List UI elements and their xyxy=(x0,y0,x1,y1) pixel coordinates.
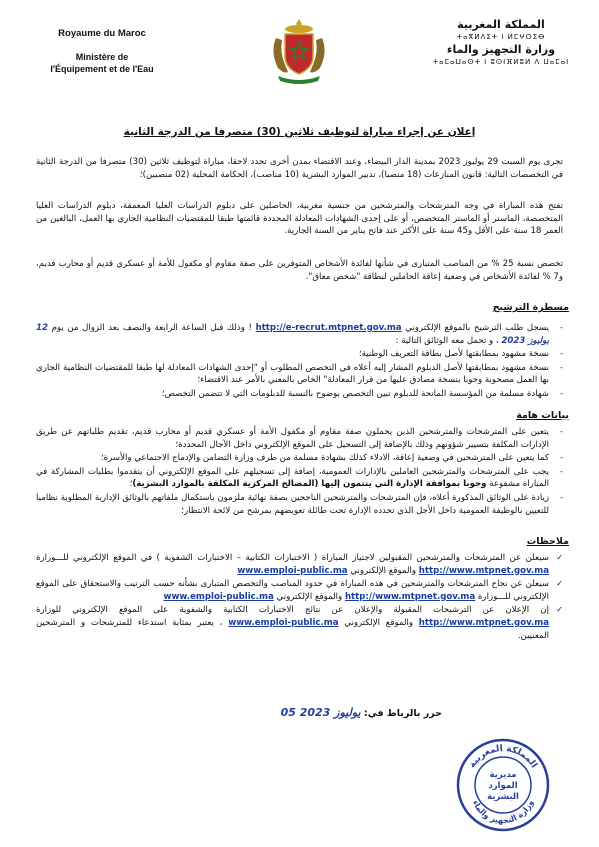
candidacy-list xyxy=(36,322,563,402)
list-item: - نسخة مشهود بمطابقتها لأصل بطاقة التعريف الوطنية؛ xyxy=(358,349,563,360)
list-item: ✓ سيعلن عن نجاح المترشحات والمترشحين في هذه المباراة في حدود المناصب والتخصص المتبارى بشأنه حسب الترتيب والاستحقاق على الموقع الإلكتروني للـــوزارة http://www.mtpnet.gov.ma والموقع الإلكتروني www.emploi-public.ma xyxy=(36,579,563,602)
list-item: - يتعين على المترشحات والمترشحين الذين يحملون صفة مقاوم أو مكفول الأمة أو عسكري قديم أو محارب قديم، تقديم طلباتهم عن طريق الإدارات المكلفة بتسيير شؤونهم وذلك بالإضافة إلى التسجيل على الموقع الإلكتروني داخل الآجال المحددة؛ xyxy=(36,427,563,450)
important-heading: بيانات هامة xyxy=(516,410,569,421)
kingdom-label-fr: Royaume du Maroc xyxy=(58,28,146,39)
emploi-public-link[interactable]: www.emploi-public.ma xyxy=(228,617,339,628)
stamp-bottom-text: وزارة التجهيز والماء xyxy=(470,798,536,826)
ministry-label-tifinagh: ⵜⴰⵎⴰⵡⴰⵙⵜ ⵏ ⵓⵙⵏⴼⵍⵓⵍ ⴷ ⵡⴰⵎⴰⵏ xyxy=(432,58,570,66)
kingdom-label-tifinagh: ⵜⴰⴳⵍⴷⵉⵜ ⵏ ⵍⵎⵖⵔⵉⴱ xyxy=(456,33,546,41)
ministry-site-link[interactable]: http://www.mtpnet.gov.ma xyxy=(344,591,476,602)
candidacy-heading: مسطرة الترشيح xyxy=(492,302,569,313)
emploi-public-link[interactable]: www.emploi-public.ma xyxy=(163,591,274,602)
stamp-line-1: مديرية xyxy=(489,770,517,780)
coat-of-arms-icon xyxy=(268,16,330,86)
stamp-line-3: البشرية xyxy=(487,792,519,802)
list-item: - نسخة مشهود بمطابقتها لأصل الدبلوم المشار إليه أعلاه في التخصص المطلوب أو "إحدى الشهادات المعادلة لها طبقا للمقتضيات النظامية الجاري بها العمل مصحوبة وجوبا بنسخة مصادق عليها من قرار المعادلة" الخاص بالمعني بالأمر عند الاقتضاء؛ xyxy=(36,362,563,386)
signature-date: 05 يوليوز 2023 xyxy=(280,706,361,719)
important-list xyxy=(36,426,563,518)
stamp-line-2: الموارد xyxy=(488,781,518,791)
ministry-site-link[interactable]: http://www.mtpnet.gov.ma xyxy=(418,617,550,628)
list-item: - يسجل طلب الترشيح بالموقع الإلكتروني http://e-recrut.mtpnet.gov.ma ! وذلك قبل الساعة الرابعة والنصف بعد الزوال من يوم 12 يوليوز 2023 ، و تحمل معه الوثائق التالية : xyxy=(36,323,563,346)
notes-heading: ملاحظات xyxy=(526,536,569,547)
list-item: ✓ إن الإعلان عن الترشيحات المقبولة والإعلان عن نتائج الاختبارات الكتابية والشفوية على الموقع الإلكتروني للوزارة http://www.mtpnet.gov.ma والموقع الإلكتروني www.emploi-public.ma ، يعتبر بمثابة استدعاء للمترشحات و المترشحين المعنيين. xyxy=(36,605,563,641)
official-stamp xyxy=(455,737,551,833)
eligibility-paragraph: تفتح هذه المباراة في وجه المترشحات والمترشحين من جنسية مغربية، الحاصلين على دبلوم الدراسات العليا المعمقة، دبلوم الدراسات العليا المتخصصة، الماستر أو الماستر المتخصص، أو على إحدى الشهادات المعادلة المحددة قائمتها طبقا للمقتضيات النظامية الجاري بها العمل، البالغين من العمر 18 سنة على الأقل و45 سنة على الأكثر عند فاتح يناير من السنة الجارية. xyxy=(36,201,563,237)
quota-paragraph: تخصص نسبة 25 % من المناصب المتبارى في شأنها لفائدة الأشخاص المتوفرين على صفة مقاوم أو مكفول للأمة أو عسكري قديم أو محارب قديم، و7 % لفائدة الأشخاص في وضعية إعاقة الحاملين لبطاقة "شخص معاق". xyxy=(36,259,563,282)
header-right xyxy=(431,18,571,66)
announcement-title: إعلان عن إجراء مباراة لتوظيف ثلاثين (30) متصرفا من الدرجة الثانية xyxy=(123,126,476,138)
emploi-public-link[interactable]: www.emploi-public.ma xyxy=(237,565,348,576)
list-item: ✓ سيعلن عن المترشحات والمترشحين المقبولين لاجتياز المباراة ( الاختبارات الكتابية – الاختبارات الشفوية ) في الموقع الإلكتروني للـــوزارة http://www.mtpnet.gov.ma والموقع الإلكتروني www.emploi-public.ma xyxy=(36,553,563,576)
deadline-date: 12 يوليوز 2023 xyxy=(36,323,549,346)
list-item: - شهادة مسلمة من المؤسسة المانحة للدبلوم تبين التخصص بوضوح بالنسبة للدبلومات التي لا تتضمن التخصص؛ xyxy=(161,388,563,399)
kingdom-label-ar: المملكة المغربية xyxy=(457,18,545,31)
list-item: - زيادة على الوثائق المذكورة أعلاه، فإن المترشحات والمترشحين الناجحين بصفة نهائية ملزمون باستكمال ملفاتهم بالوثائق الإدارية المطلوبة نظاميا للتعيين بالوظيفة العمومية داخل الأجل الذي تحدده الإدارة تحت طائلة تعويضهم بمرشح من لائحة الانتظار؛ xyxy=(36,492,563,516)
list-item: - كما يتعين على المترشحين في وضعية إعاقة، الادلاء كذلك بشهادة مسلمة من طرف وزارة التضامن والإدماج الاجتماعي والأسرة؛ xyxy=(100,453,563,464)
list-item: - يجب على المترشحات والمترشحين العاملين بالإدارات العمومية، إضافة إلى تسجيلهم على الموقع الإلكتروني أن يتقدموا بطلبات المشاركة في المباراة مشفوعة وجوبا بموافقة الإدارة التي ينتمون إليها (المصالح المركزية المكلفة بالموارد البشرية)؛ xyxy=(36,466,563,490)
notes-list xyxy=(36,552,563,643)
signature-line xyxy=(232,706,442,719)
intro-paragraph: تجرى يوم السبت 29 يوليوز 2023 بمدينة الدار البيضاء، وعند الاقتضاء بمدن أخرى تحدد لاحقا، مباراة لتوظيف ثلاثين (30) متصرفا من الدرجة الثانية في التخصصات التالية: قانون المنازعات (18 منصبا)، تدبير الموارد البشرية (10 مناصب)، الحكامة المحلية (02 منصبين)؛ xyxy=(36,157,563,180)
ministry-label-ar: وزارة التجهيز والماء xyxy=(446,43,556,56)
stamp-outer-text: المملكة المغربية xyxy=(467,743,539,770)
ministry-label-fr: Ministère de l'Équipement et de l'Eau xyxy=(50,52,154,74)
svg-text:وزارة التجهيز والماء xyxy=(471,799,535,825)
ministry-site-link[interactable]: http://www.mtpnet.gov.ma xyxy=(418,565,549,576)
signature-label: حرر بالرباط في: xyxy=(363,708,442,719)
recruitment-site-link[interactable]: http://e-recrut.mtpnet.gov.ma xyxy=(255,323,402,333)
header-left xyxy=(32,28,172,75)
